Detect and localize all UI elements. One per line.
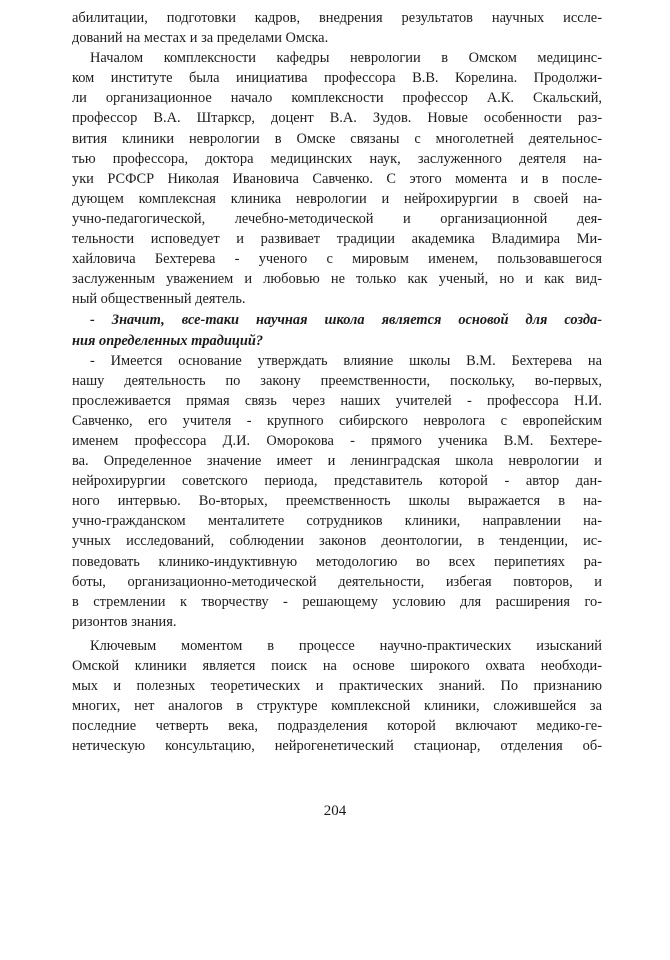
text-line: Омской клиники является поиск на основе широкого охвата необходи- — [72, 658, 602, 674]
text-line: - Значит, все-таки научная школа является основой для созда- — [90, 312, 602, 329]
page-number: 204 — [323, 803, 347, 819]
text-line: вития клиники неврологии в Омске связаны с многолетней деятельнос- — [72, 130, 602, 147]
text-line: ния определенных традиций? — [72, 332, 264, 349]
text-line: последние четверть века, подразделения которой включают медико-ге- — [72, 718, 602, 735]
text-line: учно-педагогической, лечебно-методической и организационной дея- — [72, 210, 602, 227]
text-line: многих, нет аналогов в структуре комплексной клиники, сложившейся за — [72, 698, 602, 715]
text-line: нейрохирургии советского периода, представитель которой - автор дан- — [72, 473, 602, 490]
text-line: дующем комплексная клиника неврологии и нейрохирургии в своей на- — [72, 190, 602, 207]
text-line: ного интервью. Во-вторых, преемственность школы выражается в на- — [72, 493, 602, 510]
text-line: в стремлении к творчеству - решающему условию для расширения го- — [72, 593, 602, 610]
text-line: ный общественный деятель. — [72, 291, 246, 308]
text-line: Савченко, его учителя - крупного сибирского невролога с европейским — [72, 412, 602, 429]
text-line: уки РСФСР Николая Ивановича Савченко. С этого момента и в после- — [72, 170, 602, 187]
text-line: абилитации, подготовки кадров, внедрения результатов научных иссле- — [72, 10, 602, 26]
text-line: ризонтов знания. — [72, 613, 177, 630]
text-line: ком институте была инициатива профессора В.В. Корелина. Продолжи- — [72, 70, 602, 87]
document-body — [72, 8, 602, 756]
text-line: дований на местах и за пределами Омска. — [72, 30, 329, 47]
text-line: - Имеется основание утверждать влияние школы В.М. Бехтерева на — [90, 352, 602, 369]
text-line: учно-гражданском менталитете сотрудников клиники, направлении на- — [72, 513, 602, 530]
text-line: ли организационное начало комплексности профессор А.К. Скальский, — [72, 90, 602, 107]
text-line: именем профессора Д.И. Оморокова - прямого ученика В.М. Бехтере- — [72, 432, 602, 449]
text-line: мых и полезных теоретических и практических знаний. По признанию — [72, 678, 602, 695]
text-line: нашу деятельность по закону преемственности, поскольку, во-первых, — [72, 372, 602, 389]
text-line: Ключевым моментом в процессе научно-практических изысканий — [90, 637, 602, 654]
text-line: нетическую консультацию, нейрогенетический стационар, отделения об- — [72, 738, 602, 755]
text-line: ва. Определенное значение имеет и ленинградская школа неврологии и — [72, 453, 602, 470]
text-line: профессор В.А. Штаркср, доцент В.А. Зудов. Новые особенности раз- — [72, 110, 602, 127]
text-line: тельности исповедует и развивает традиции академика Владимира Ми- — [72, 231, 602, 248]
text-line: боты, организационно-методической деятельности, избегая повторов, и — [72, 573, 602, 590]
text-line: поведовать клинико-индуктивную методологию во всех перипетиях ра- — [72, 553, 602, 570]
text-line: тью профессора, доктора медицинских наук, заслуженного деятеля на- — [72, 150, 602, 167]
text-line: учных исследований, соблюдении законов деонтологии, в тенденции, ис- — [72, 533, 602, 550]
text-line: Началом комплексности кафедры неврологии в Омском медицинс- — [90, 50, 602, 67]
text-line: хайловича Бехтерева - ученого с мировым именем, пользовавшегося — [72, 251, 602, 268]
text-line: заслуженным уважением и любовью не только как ученый, но и как вид- — [72, 271, 602, 288]
text-line: прослеживается прямая связь через наших учителей - профессора Н.И. — [72, 392, 602, 409]
